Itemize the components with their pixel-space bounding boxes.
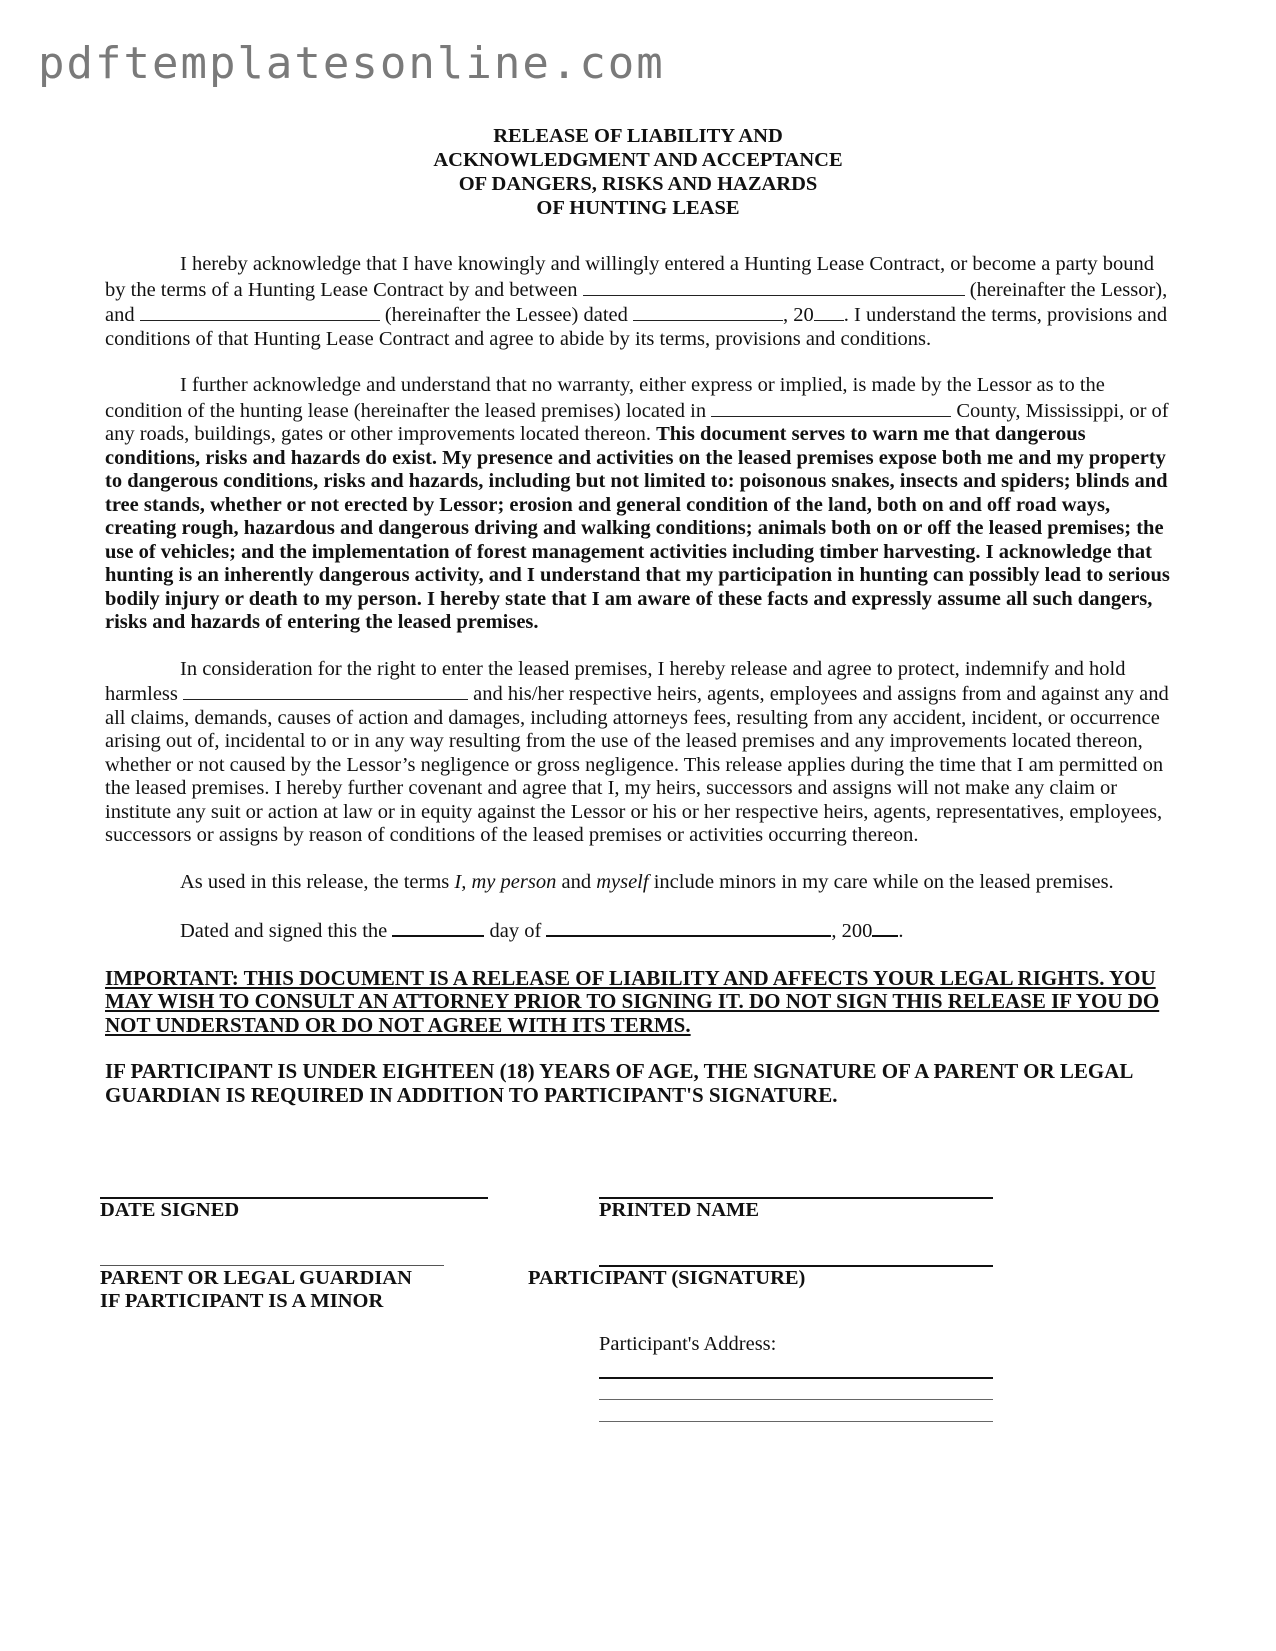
title-line-2: ACKNOWLEDGMENT AND ACCEPTANCE	[433, 149, 843, 171]
important-notice: IMPORTANT: THIS DOCUMENT IS A RELEASE OF LIABILITY AND AFFECTS YOUR LEGAL RIGHTS. YOU MAY WISH TO CONSULT AN ATTORNEY PRIOR TO SIGNING IT. DO NOT SIGN THIS RELEASE IF YOU DO NOT UNDERSTAND OR DO NOT AGREE WITH ITS TERMS.	[105, 965, 1160, 1037]
printed-name-label: PRINTED NAME	[599, 1199, 760, 1221]
watermark: pdftemplatesonline.com	[38, 38, 665, 89]
date-signed-label: DATE SIGNED	[100, 1199, 240, 1221]
participant-signature-label: PARTICIPANT (SIGNATURE)	[528, 1267, 806, 1289]
title-line-4: OF HUNTING LEASE	[536, 197, 740, 219]
para4-term-2: myself	[596, 870, 649, 893]
dated-signed-line	[105, 917, 1171, 944]
paragraph-1	[105, 253, 1171, 351]
release-party-field[interactable]	[183, 681, 468, 700]
dated-text-c: , 200	[831, 920, 873, 942]
document-title	[105, 124, 1171, 220]
county-field[interactable]	[711, 398, 951, 417]
para2-text-b: County, Mississippi, or of any roads, buildings, gates or other improvements located thereon.	[105, 399, 1169, 445]
guardian-label-line-1: PARENT OR LEGAL GUARDIAN	[100, 1267, 412, 1289]
para4-and: and	[561, 870, 592, 893]
signed-year-field[interactable]	[872, 917, 898, 937]
guardian-label-line-2: IF PARTICIPANT IS A MINOR	[100, 1290, 384, 1312]
para4-term-1: I, my person	[454, 870, 557, 893]
para2-warning: This document serves to warn me that dangerous conditions, risks and hazards do exist. My presence and activities on the leased premises expose both me and my property to dangerous conditions, risks and hazards, including but not limited to: poisonous snakes, insects and spiders; blinds and tree stands, whether or not erected by Lessor; erosion and general condition of the land, both on and off road ways, creating rough, hazardous and dangerous driving and walking conditions; animals both on or off the leased premises; the use of vehicles; and the implementation of forest management activities including timber harvesting. I acknowledge that hunting is an inherently dangerous activity, and I understand that my participation in hunting can possibly lead to serious bodily injury or death to my person. I hereby state that I am aware of these facts and expressly assume all such dangers, risks and hazards of entering the leased premises.	[105, 423, 1170, 633]
contract-year-field[interactable]	[814, 302, 844, 321]
signed-day-field[interactable]	[392, 917, 484, 937]
contract-date-field[interactable]	[633, 302, 783, 321]
address-line-2[interactable]	[599, 1399, 993, 1400]
dated-text-a: Dated and signed this the	[180, 920, 388, 942]
para4-text-a: As used in this release, the terms	[180, 870, 450, 893]
dated-text-b: day of	[489, 920, 542, 942]
para3-text-a: In consideration for the right to enter the leased premises, I hereby release and agree to protect, indemnify and hold harmless	[105, 657, 1126, 705]
para2-text-a: I further acknowledge and understand that no warranty, either express or implied, is made by the Lessor as to the condition of the hunting lease (hereinafter the leased premises) located in	[105, 374, 1105, 422]
para1-text-a: I hereby acknowledge that I have knowingly and willingly entered a Hunting Lease Contract, or become a party bound by the terms of a Hunting Lease Contract by and between	[105, 253, 1155, 301]
minor-notice: IF PARTICIPANT IS UNDER EIGHTEEN (18) YEARS OF AGE, THE SIGNATURE OF A PARENT OR LEGAL GUARDIAN IS REQUIRED IN ADDITION TO PARTICIPANT'S SIGNATURE.	[105, 1059, 1133, 1107]
para3-text-b: and his/her respective heirs, agents, employees and assigns from and against any and all claims, demands, causes of action and damages, including attorneys fees, resulting from any accident, incident, or occurrence arising out of, incidental to or in any way resulting from the use of the leased premises and any improvements located thereon, whether or not caused by the Lessor’s negligence or gross negligence. This release applies during the time that I am permitted on the leased premises. I hereby further covenant and agree that I, my heirs, successors and assigns will not make any claim or institute any suit or action at law or in equity against the Lessor or his or her respective heirs, agents, representatives, employees, successors or assigns by reason of conditions of the leased premises or activities occurring thereon.	[105, 683, 1169, 846]
para1-text-c: (hereinafter the Lessee) dated	[384, 304, 628, 326]
para1-text-e: . I understand the terms, provisions and conditions of that Hunting Lease Contract and agree to abide by its terms, provisions and conditions.	[105, 304, 1168, 350]
paragraph-3	[105, 658, 1171, 848]
para4-text-b: include minors in my care while on the leased premises.	[653, 870, 1114, 893]
lessee-name-field[interactable]	[140, 302, 380, 321]
title-line-1: RELEASE OF LIABILITY AND	[493, 125, 783, 147]
para1-text-b: (hereinafter the Lessor), and	[105, 278, 1168, 326]
title-line-3: OF DANGERS, RISKS AND HAZARDS	[458, 173, 818, 195]
participant-address-label: Participant's Address:	[599, 1333, 777, 1355]
dated-text-d: .	[898, 920, 904, 942]
address-line-1[interactable]	[599, 1377, 993, 1379]
address-line-3[interactable]	[599, 1421, 993, 1422]
lessor-name-field[interactable]	[583, 277, 965, 296]
document-body	[105, 124, 1171, 1107]
paragraph-4	[105, 871, 1171, 895]
para1-text-d: , 20	[783, 304, 814, 326]
paragraph-2	[105, 374, 1171, 635]
signed-month-field[interactable]	[546, 917, 831, 937]
